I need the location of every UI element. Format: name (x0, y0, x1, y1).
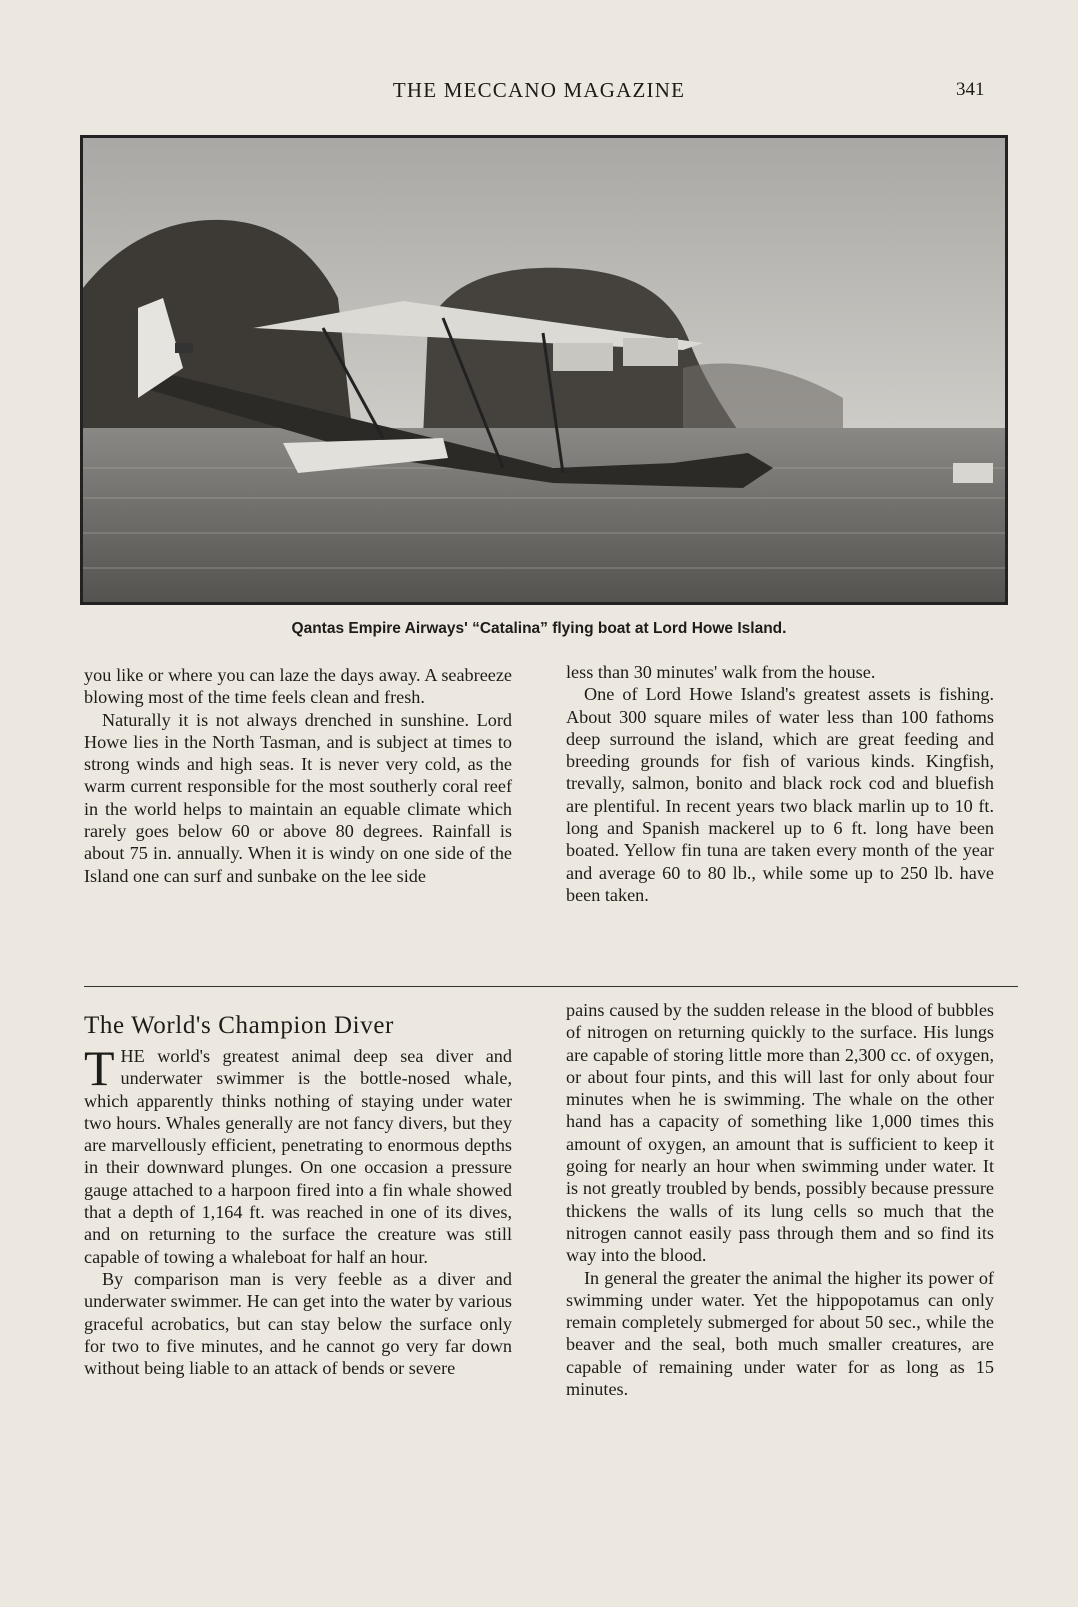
paragraph: less than 30 minutes' walk from the house. (566, 662, 876, 682)
magazine-title: THE MECCANO MAGAZINE (392, 78, 686, 102)
paragraph: One of Lord Howe Island's greatest assets is fishing. About 300 square miles of water less than 100 fathoms deep surround the island, which are great feeding and breeding grounds for fish of various kinds. Kingfish, trevally, salmon, bonito and black rock cod and bluefish are plentiful. In recent years two black marlin up to 10 ft. long and Spanish mackerel up to 6 ft. long have been boated. Yellow fin tuna are taken every month of the year and average 60 to 80 lb., while some up to 250 lb. have been taken. (566, 684, 994, 905)
paragraph: By comparison man is very feeble as a diver and underwater swimmer. He can get into the water by various graceful acrobatics, but can stay below the surface only for two to five minutes, and he cannot go very far down without being liable to an attack of bends or severe (84, 1268, 512, 1379)
island-article-right-column (566, 661, 994, 906)
page-header (0, 78, 1078, 108)
paragraph: Naturally it is not always drenched in sunshine. Lord Howe lies in the North Tasman, and is subject at times to strong winds and high seas. It is never very cold, as the warm current responsible for the most southerly coral reef in the world helps to maintain an equable climate which rarely goes below 60 or above 80 degrees. Rainfall is about 75 in. annually. When it is windy on one side of the Island one can surf and sunbake on the lee side (84, 709, 512, 886)
article-title: The World's Champion Diver (84, 1012, 394, 1039)
paragraph (84, 1040, 512, 1268)
paragraph-text: HE world's greatest animal deep sea diver and underwater swimmer is the bottle-nosed whale, which apparently thinks nothing of staying under water two hours. Whales generally are not fancy divers, but they are marvellously efficient, penetrating to enormous depths in their downward plunges. On one occasion a pressure gauge attached to a harpoon fired into a fin whale showed that a depth of 1,164 ft. was reached in one of its dives, and on returning to the surface the creature was still capable of towing a whaleboat for half an hour. (84, 1046, 512, 1267)
page-number: 341 (956, 79, 985, 100)
seaplane-image (83, 138, 1005, 602)
paragraph: pains caused by the sudden release in the blood of bubbles of nitrogen on returning quickly to the surface. His lungs are capable of storing little more than 2,300 cc. of oxygen, or about four pints, and this will last for only about four minutes when he is swimming. The whale on the other hand has a capacity of something like 1,000 times this amount of oxygen, an amount that is sufficient to keep it going for nearly an hour when swimming under water. It is not greatly troubled by bends, possibly because pressure thickens the walls of its lung cells so much that the nitrogen cannot easily pass through them and so find its way into the blood. (566, 1000, 994, 1266)
section-divider (84, 986, 1018, 987)
diver-article-left-column (84, 1011, 512, 1379)
paragraph: In general the greater the animal the higher its power of swimming under water. Yet the hippopotamus can only remain completely submerged for about 50 sec., while the beaver and the seal, both much smaller creatures, are capable of remaining under water for as long as 15 minutes. (566, 1267, 994, 1400)
island-article-left-column (84, 664, 512, 887)
drop-cap: T (84, 1040, 115, 1096)
flying-boat-photo (80, 135, 1008, 605)
diver-article-right-column (566, 999, 994, 1400)
paragraph: you like or where you can laze the days away. A seabreeze blowing most of the time feels clean and fresh. (84, 665, 512, 708)
figure-caption: Qantas Empire Airways' “Catalina” flying boat at Lord Howe Island. (291, 620, 787, 637)
